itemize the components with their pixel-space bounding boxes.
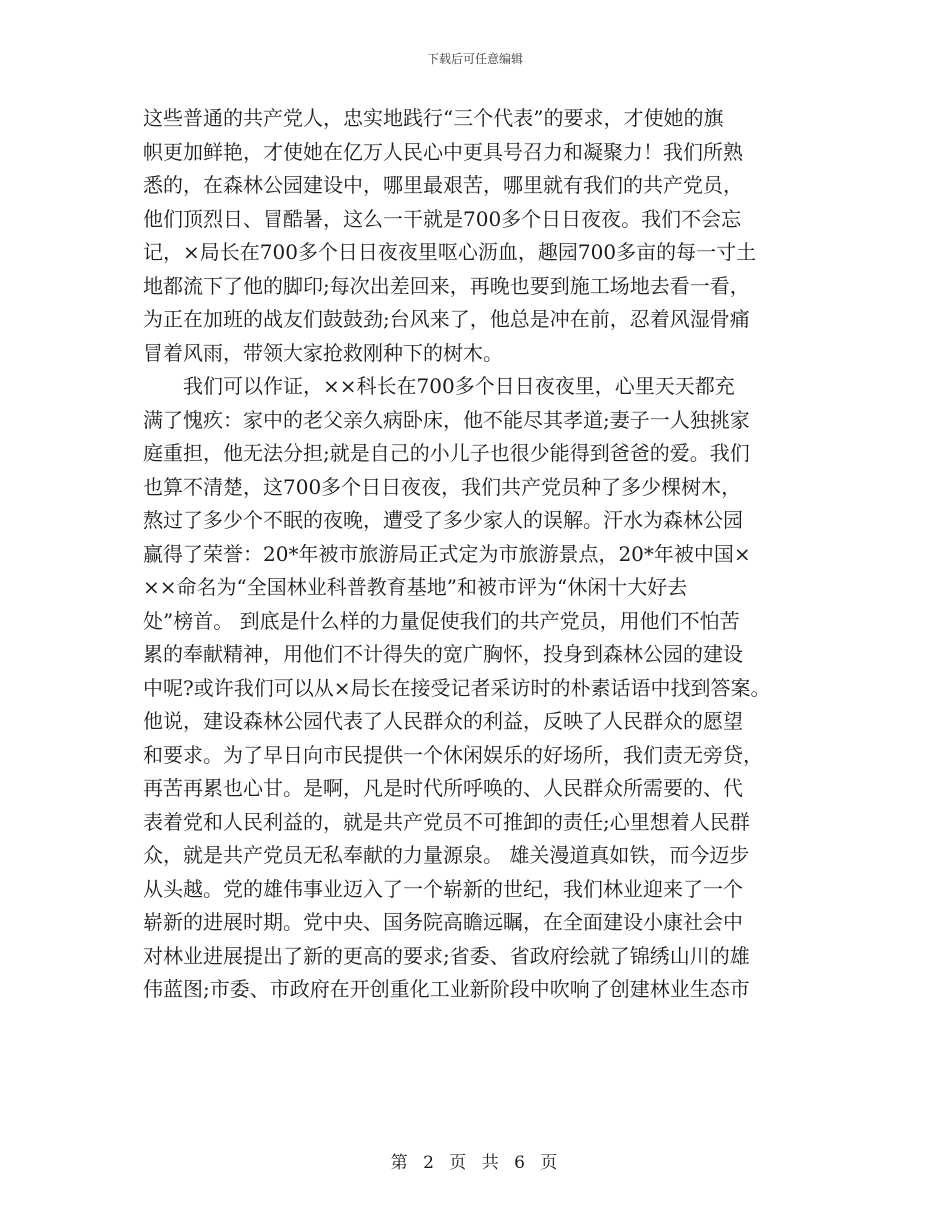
text-line: 冒着风雨，带领大家抢救刚种下的树木。 bbox=[143, 340, 503, 365]
footer-total-pages: 6 bbox=[514, 1153, 527, 1173]
body-text bbox=[143, 102, 818, 1007]
text-line: 庭重担，他无法分担;就是自己的小儿子也很少能得到爸爸的爱。我们 bbox=[143, 441, 750, 465]
text-line: 中呢?或许我们可以从×局长在接受记者采访时的朴素话语中找到答案。 bbox=[143, 675, 771, 700]
text-line: 和要求。为了早日向市民提供一个休闲娱乐的好场所，我们责无旁贷， bbox=[143, 742, 763, 767]
text-line: 再苦再累也心甘。是啊，凡是时代所呼唤的、人民群众所需要的、代 bbox=[143, 776, 743, 800]
text-line: 崭新的进展时期。党中央、国务院高瞻远瞩，在全面建设小康社会中 bbox=[143, 910, 743, 934]
text-line: 处”榜首。 到底是什么样的力量促使我们的共产党员，用他们不怕苦 bbox=[143, 608, 740, 633]
text-line: 他们顶烈日、冒酷暑，这么一干就是700多个日日夜夜。我们不会忘 bbox=[143, 206, 742, 231]
text-line: 这些普通的共产党人，忠实地践行“三个代表”的要求，才使她的旗 bbox=[143, 106, 724, 130]
text-line: 我们可以作证，××科长在700多个日日夜夜里，心里天天都充 bbox=[183, 374, 735, 398]
page-footer bbox=[0, 1148, 950, 1173]
text-line: 帜更加鲜艳，才使她在亿万人民心中更具号召力和凝聚力！我们所熟 bbox=[143, 139, 743, 164]
text-line: 伟蓝图;市委、市政府在开创重化工业新阶段中吹响了创建林业生态市 bbox=[143, 977, 750, 1001]
text-line: 也算不清楚，这700多个日日夜夜，我们共产党员种了多少棵树木， bbox=[143, 474, 742, 499]
text-line: 地都流下了他的脚印;每次出差回来，再晚也要到施工场地去看一看， bbox=[143, 273, 750, 298]
text-line: 满了愧疚：家中的老父亲久病卧床，他不能尽其孝道;妻子一人独挑家 bbox=[143, 407, 750, 432]
text-line: 从头越。党的雄伟事业迈入了一个崭新的世纪，我们林业迎来了一个 bbox=[143, 876, 743, 901]
text-line: 熬过了多少个不眠的夜晚，遭受了多少家人的误解。汗水为森林公园 bbox=[143, 508, 743, 532]
text-line: 对林业进展提出了新的更高的要求;省委、省政府绘就了锦绣山川的雄 bbox=[143, 943, 750, 968]
footer-page-word: 页 bbox=[449, 1153, 469, 1173]
text-line: 记，×局长在700多个日日夜夜里呕心沥血，趣园700多亩的每一寸土 bbox=[143, 240, 757, 264]
text-line: 赢得了荣誉：20*年被市旅游局正式定为市旅游景点，20*年被中国× bbox=[143, 541, 751, 566]
page-header: 下载后可任意编辑 bbox=[426, 52, 523, 66]
text-line: 他说，建设森林公园代表了人民群众的利益，反映了人民群众的愿望 bbox=[143, 709, 743, 733]
text-line: 累的奉献精神，用他们不计得失的宽广胸怀，投身到森林公园的建设 bbox=[143, 642, 743, 666]
footer-suffix: 页 bbox=[540, 1153, 560, 1173]
text-line: 为正在加班的战友们鼓鼓劲;台风来了，他总是冲在前，忍着风湿骨痛 bbox=[143, 307, 750, 331]
text-line: 表着党和人民利益的，就是共产党员不可推卸的责任;心里想着人民群 bbox=[143, 809, 750, 834]
footer-page-number: 2 bbox=[423, 1153, 436, 1173]
footer-total-word: 共 bbox=[481, 1153, 501, 1173]
text-line: ××命名为“全国林业科普教育基地”和被市评为“休闲十大好去 bbox=[143, 575, 688, 599]
text-line: 众，就是共产党员无私奉献的力量源泉。 雄关漫道真如铁，而今迈步 bbox=[143, 843, 750, 867]
footer-prefix: 第 bbox=[390, 1153, 410, 1173]
text-line: 悉的，在森林公园建设中，哪里最艰苦，哪里就有我们的共产党员， bbox=[143, 173, 743, 197]
